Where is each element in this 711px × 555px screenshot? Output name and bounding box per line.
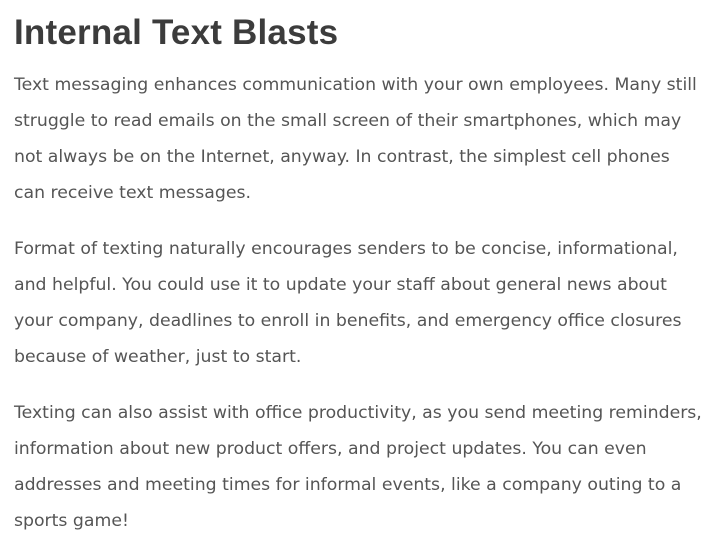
article-paragraph: Format of texting naturally encourages senders to be concise, informational, and helpful. You could use it to update your staff about general news about your company, deadlines to enroll in benefits, and emergency office closures because of weather, just to start. — [14, 239, 682, 367]
article — [14, 0, 704, 539]
article-paragraph: Text messaging enhances communication with your own employees. Many still struggle to read emails on the small screen of their smartphones, which may not always be on the Internet, anyway. In contrast, the simplest cell phones can receive text messages. — [14, 75, 697, 203]
article-paragraph: Texting can also assist with office productivity, as you send meeting reminders, information about new product offers, and project updates. You can even addresses and meeting times for informal events, like a company outing to a sports game! — [14, 403, 702, 531]
article-title: Internal Text Blasts — [14, 13, 339, 52]
